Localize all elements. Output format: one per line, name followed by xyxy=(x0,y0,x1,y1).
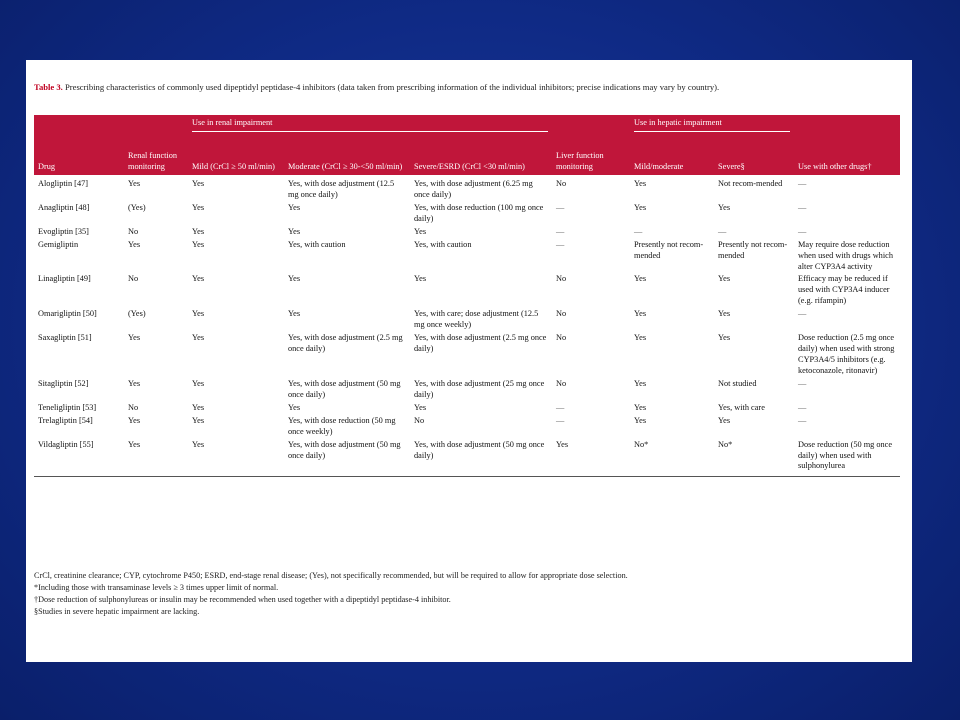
cell-renal-monitoring: No xyxy=(128,274,139,284)
cell-hepatic-mild: — xyxy=(634,226,643,236)
table-row xyxy=(34,175,900,202)
table-number: Table 3. xyxy=(34,82,63,92)
cell-liver-monitoring: — xyxy=(556,239,565,249)
cell-hepatic-severe: Not studied xyxy=(718,378,757,388)
cell-drug: Sitagliptin [52] xyxy=(38,378,89,388)
col-header-other-drugs: Use with other drugs† xyxy=(798,162,872,171)
header-group-renal: Use in renal impairment xyxy=(188,115,552,134)
dpp4-table xyxy=(34,115,900,477)
table-row xyxy=(34,402,900,415)
cell-renal-moderate: Yes, with dose adjustment (12.5 mg once daily) xyxy=(288,178,395,199)
cell-hepatic-mild: Yes xyxy=(634,333,647,343)
table-row xyxy=(34,273,900,308)
col-header-severe: Severe/ESRD (CrCl <30 ml/min) xyxy=(414,162,525,171)
cell-liver-monitoring: No xyxy=(556,309,567,319)
cell-liver-monitoring: No xyxy=(556,378,567,388)
cell-renal-severe: Yes xyxy=(414,274,427,284)
cell-liver-monitoring: Yes xyxy=(552,439,630,477)
cell-other-drugs: — xyxy=(798,378,807,388)
cell-drug: Alogliptin [47] xyxy=(38,178,89,188)
cell-liver-monitoring: No xyxy=(556,178,567,188)
cell-renal-mild: Yes xyxy=(192,309,205,319)
cell-renal-mild: Yes xyxy=(192,402,205,412)
col-header-hepatic-mild: Mild/moderate xyxy=(634,162,684,171)
cell-other-drugs: — xyxy=(798,402,807,412)
cell-renal-moderate: Yes xyxy=(288,274,301,284)
cell-other-drugs: Dose reduction (50 mg once daily) when used with sulphonylurea xyxy=(794,439,900,477)
table-row xyxy=(34,308,900,332)
table-row xyxy=(34,439,900,477)
cell-renal-severe: Yes, with care; dose adjustment (12.5 mg once weekly) xyxy=(414,309,539,330)
table-row xyxy=(34,226,900,239)
cell-renal-moderate: Yes xyxy=(288,309,301,319)
cell-liver-monitoring: No xyxy=(556,333,567,343)
cell-other-drugs: — xyxy=(798,309,807,319)
cell-other-drugs: Efficacy may be reduced if used with CYP3A4 inducer (e.g. rifampin) xyxy=(798,274,890,306)
cell-hepatic-severe: Yes, with care xyxy=(718,402,765,412)
cell-renal-monitoring: Yes xyxy=(128,333,141,343)
cell-hepatic-mild: Presently not recom-mended xyxy=(634,239,704,260)
cell-renal-monitoring: Yes xyxy=(128,178,141,188)
footnote: †Dose reduction of sulphonylureas or insulin may be recommended when used together with a dipeptidyl peptidase-4 inhibitor. xyxy=(34,594,451,604)
cell-hepatic-severe: Presently not recom-mended xyxy=(718,239,788,260)
cell-renal-mild: Yes xyxy=(192,239,205,249)
cell-renal-severe: Yes, with dose adjustment (50 mg once daily) xyxy=(410,439,552,477)
col-header-mild: Mild (CrCl ≥ 50 ml/min) xyxy=(192,162,275,171)
header-group-hepatic: Use in hepatic impairment xyxy=(630,115,794,134)
table-row xyxy=(34,202,900,226)
caption-text: Prescribing characteristics of commonly used dipeptidyl peptidase-4 inhibitors (data taken from prescribing information of the individual inhibitors; precise indications may vary by country). xyxy=(64,82,720,92)
cell-hepatic-mild: No* xyxy=(630,439,714,477)
cell-renal-monitoring: Yes xyxy=(128,378,141,388)
col-header-hepatic-severe: Severe§ xyxy=(718,162,745,171)
header-group-row xyxy=(34,115,900,134)
cell-renal-moderate: Yes xyxy=(288,202,301,212)
cell-renal-mild: Yes xyxy=(192,274,205,284)
cell-renal-mild: Yes xyxy=(192,333,205,343)
cell-renal-moderate: Yes, with dose reduction (50 mg once weekly) xyxy=(288,415,396,436)
cell-hepatic-severe: Yes xyxy=(718,274,731,284)
footnote: CrCl, creatinine clearance; CYP, cytochrome P450; ESRD, end-stage renal disease; (Yes), not specifically recommended, but will be required to allow for appropriate dose selection. xyxy=(34,571,628,580)
cell-renal-severe: Yes, with dose reduction (100 mg once daily) xyxy=(414,202,544,223)
cell-renal-severe: Yes xyxy=(414,226,427,236)
cell-renal-moderate: Yes xyxy=(288,226,301,236)
cell-renal-monitoring: (Yes) xyxy=(128,202,146,212)
cell-drug: Linagliptin [49] xyxy=(38,274,91,284)
cell-hepatic-mild: Yes xyxy=(634,202,647,212)
cell-renal-monitoring: (Yes) xyxy=(128,309,146,319)
slide-panel xyxy=(26,60,912,662)
cell-renal-monitoring: No xyxy=(128,226,139,236)
cell-drug: Gemigliptin xyxy=(38,239,79,249)
cell-liver-monitoring: No xyxy=(556,274,567,284)
cell-hepatic-severe: Yes xyxy=(718,309,731,319)
cell-drug: Vildagliptin [55] xyxy=(34,439,124,477)
cell-renal-moderate: Yes, with dose adjustment (2.5 mg once daily) xyxy=(288,333,403,354)
cell-hepatic-mild: Yes xyxy=(634,402,647,412)
cell-renal-mild: Yes xyxy=(192,202,205,212)
cell-hepatic-severe: — xyxy=(718,226,727,236)
cell-liver-monitoring: — xyxy=(556,202,565,212)
cell-other-drugs: May require dose reduction when used with drugs which alter CYP3A4 activity xyxy=(798,239,893,271)
cell-renal-monitoring: No xyxy=(128,402,139,412)
cell-hepatic-severe: No* xyxy=(714,439,794,477)
col-header-drug: Drug xyxy=(38,162,56,171)
cell-other-drugs: — xyxy=(798,226,807,236)
cell-other-drugs: Dose reduction (2.5 mg once daily) when used with strong CYP3A4/5 inhibitors (e.g. ketoconazole, ritonavir) xyxy=(798,333,895,375)
cell-drug: Evogliptin [35] xyxy=(38,226,89,236)
col-header-renal-monitoring: Renal function monitoring xyxy=(128,151,178,171)
cell-hepatic-severe: Not recom-mended xyxy=(718,178,783,188)
cell-renal-monitoring: Yes xyxy=(128,239,141,249)
cell-drug: Omarigliptin [50] xyxy=(38,309,97,319)
cell-renal-moderate: Yes, with dose adjustment (50 mg once daily) xyxy=(288,378,401,399)
cell-drug: Trelagliptin [54] xyxy=(38,415,93,425)
cell-renal-mild: Yes xyxy=(188,439,284,477)
cell-renal-mild: Yes xyxy=(192,378,205,388)
cell-renal-moderate: Yes, with caution xyxy=(288,239,346,249)
cell-hepatic-mild: Yes xyxy=(634,378,647,388)
cell-hepatic-mild: Yes xyxy=(634,274,647,284)
cell-hepatic-severe: Yes xyxy=(718,415,731,425)
cell-hepatic-mild: Yes xyxy=(634,415,647,425)
cell-renal-severe: Yes, with caution xyxy=(414,239,472,249)
cell-renal-severe: No xyxy=(414,415,425,425)
cell-renal-severe: Yes xyxy=(414,402,427,412)
cell-renal-monitoring: Yes xyxy=(128,415,141,425)
cell-renal-monitoring: Yes xyxy=(124,439,188,477)
cell-renal-mild: Yes xyxy=(192,226,205,236)
cell-renal-severe: Yes, with dose adjustment (6.25 mg once daily) xyxy=(414,178,533,199)
cell-drug: Saxagliptin [51] xyxy=(38,333,92,343)
cell-renal-mild: Yes xyxy=(192,178,205,188)
table-row xyxy=(34,415,900,439)
cell-renal-severe: Yes, with dose adjustment (25 mg once daily) xyxy=(414,378,545,399)
footnotes xyxy=(34,570,904,618)
col-header-liver-monitoring: Liver function monitoring xyxy=(556,151,604,171)
table-row xyxy=(34,378,900,402)
footnote: §Studies in severe hepatic impairment are lacking. xyxy=(34,606,200,616)
col-header-moderate: Moderate (CrCl ≥ 30-<50 ml/min) xyxy=(288,162,403,171)
cell-renal-moderate: Yes, with dose adjustment (50 mg once daily) xyxy=(284,439,410,477)
cell-other-drugs: — xyxy=(798,202,807,212)
cell-liver-monitoring: — xyxy=(556,415,565,425)
header-column-row xyxy=(34,134,900,175)
cell-hepatic-mild: Yes xyxy=(634,178,647,188)
cell-other-drugs: — xyxy=(798,415,807,425)
cell-liver-monitoring: — xyxy=(556,226,565,236)
cell-hepatic-severe: Yes xyxy=(718,202,731,212)
table-caption xyxy=(34,82,904,92)
cell-renal-moderate: Yes xyxy=(288,402,301,412)
cell-hepatic-severe: Yes xyxy=(718,333,731,343)
cell-hepatic-mild: Yes xyxy=(634,309,647,319)
cell-other-drugs: — xyxy=(798,178,807,188)
cell-drug: Anagliptin [48] xyxy=(38,202,90,212)
table-row xyxy=(34,239,900,274)
table-row xyxy=(34,332,900,378)
table-body xyxy=(34,175,900,477)
cell-drug: Teneligliptin [53] xyxy=(38,402,97,412)
cell-renal-severe: Yes, with dose adjustment (2.5 mg once daily) xyxy=(414,333,547,354)
cell-renal-mild: Yes xyxy=(192,415,205,425)
footnote: *Including those with transaminase levels ≥ 3 times upper limit of normal. xyxy=(34,582,279,592)
cell-liver-monitoring: — xyxy=(556,402,565,412)
